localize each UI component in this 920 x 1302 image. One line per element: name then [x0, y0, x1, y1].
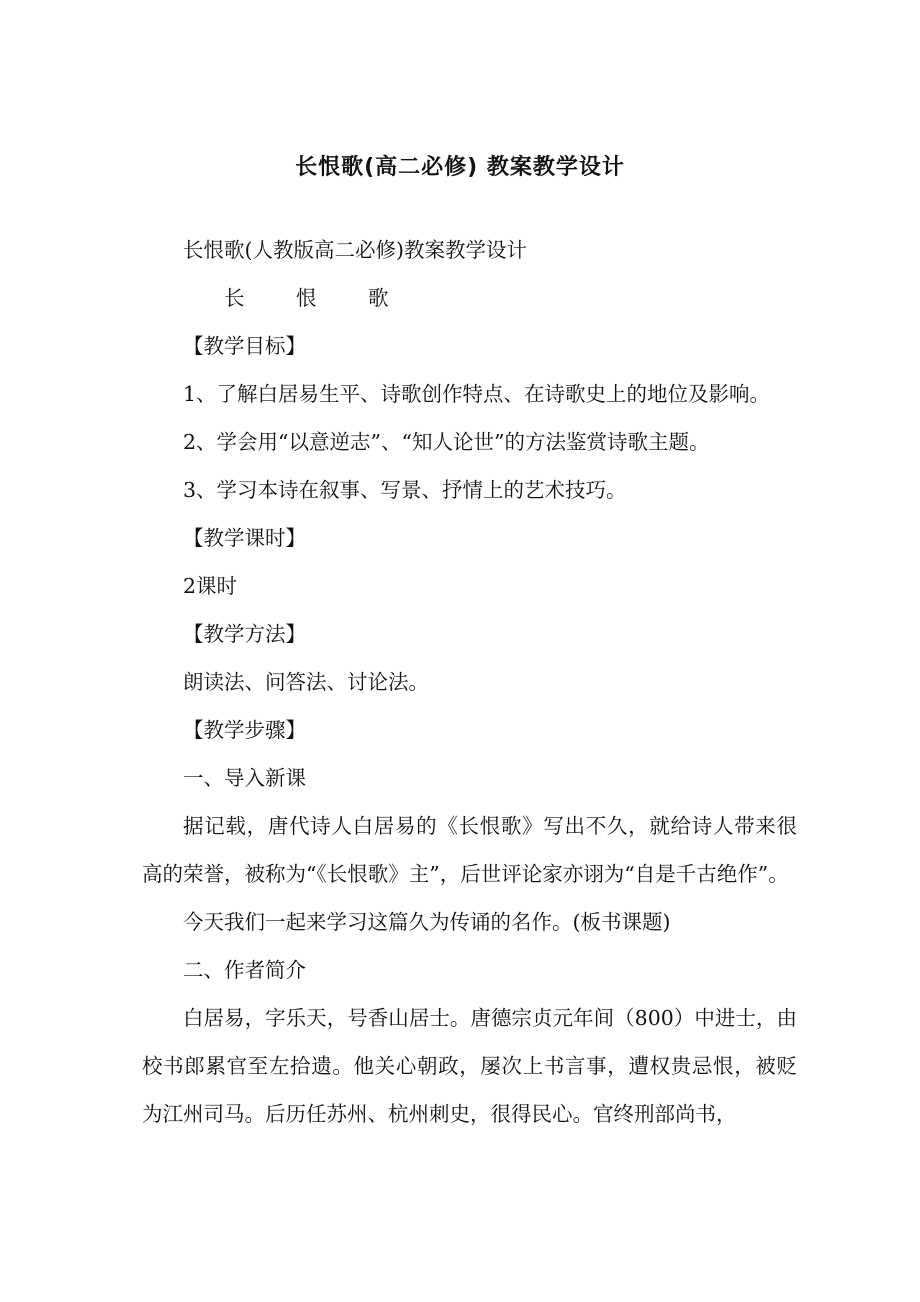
hours-heading: 【教学课时】 — [183, 526, 306, 550]
steps-heading: 【教学步骤】 — [183, 718, 306, 742]
objective-item: 1、了解白居易生平、诗歌创作特点、在诗歌史上的地位及影响。 — [183, 382, 771, 406]
methods-heading: 【教学方法】 — [183, 622, 306, 646]
step-2-paragraph: 白居易，字乐天，号香山居士。唐德宗贞元年间（800）中进士，由校书郎累官至左拾遗。他关心朝政，屡次上书言事，遭权贵忌恨，被贬为江州司马。后历任苏州、杭州刺史，很得民心。官终刑部尚书， — [142, 1006, 797, 1126]
poem-title-char: 长 — [224, 286, 245, 310]
document-subtitle: 长恨歌(人教版高二必修)教案教学设计 — [183, 238, 527, 262]
methods-value: 朗读法、问答法、讨论法。 — [183, 670, 429, 694]
poem-title — [142, 274, 797, 322]
objective-item: 2、学会用“以意逆志”、“知人论世”的方法鉴赏诗歌主题。 — [183, 430, 710, 454]
objective-item: 3、学习本诗在叙事、写景、抒情上的艺术技巧。 — [183, 478, 627, 502]
objectives-heading: 【教学目标】 — [183, 334, 306, 358]
poem-title-char: 恨 — [296, 286, 317, 310]
step-1-paragraph-2: 今天我们一起来学习这篇久为传诵的名作。(板书课题) — [183, 910, 671, 934]
document-body — [142, 226, 797, 1138]
document-title: 长恨歌(高二必修) 教案教学设计 — [295, 155, 625, 180]
hours-value: 2课时 — [183, 574, 238, 598]
step-1-paragraph: 据记载，唐代诗人白居易的《长恨歌》写出不久，就给诗人带来很高的荣誉，被称为“《长恨歌》主”，后世评论家亦诩为“自是千古绝作”。 — [142, 814, 797, 886]
step-1-heading: 一、导入新课 — [183, 766, 306, 790]
step-2-heading: 二、作者简介 — [183, 958, 306, 982]
poem-title-char: 歌 — [368, 286, 389, 310]
